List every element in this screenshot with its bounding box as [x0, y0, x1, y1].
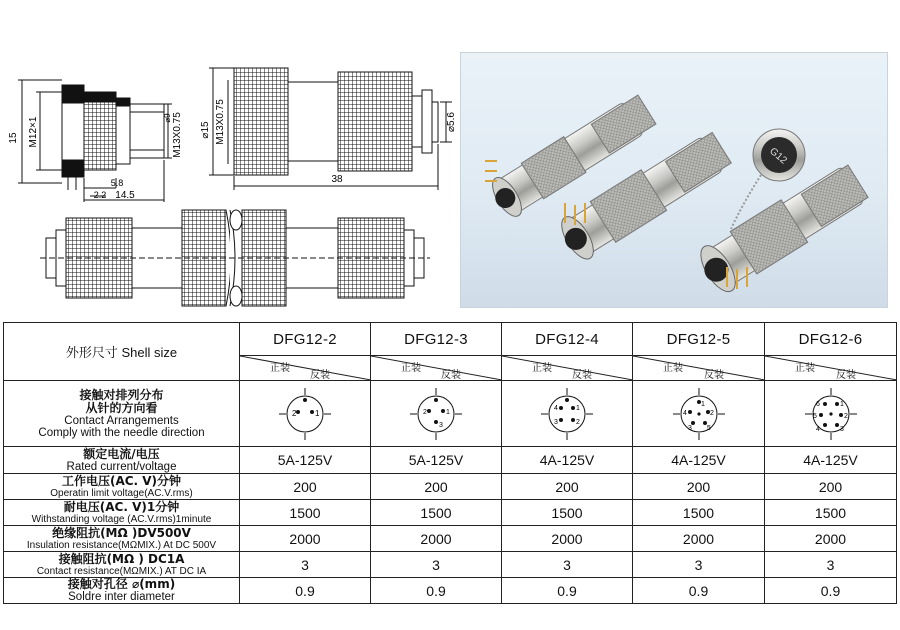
table-cell: 2000: [240, 526, 371, 552]
table-cell: 0.9: [765, 578, 897, 604]
table-cell: 3: [765, 552, 897, 578]
table-cell: 200: [633, 474, 765, 500]
mount-front: 正装: [795, 363, 815, 374]
pin-label: 3: [687, 424, 692, 432]
table-row: [4, 500, 897, 526]
dim-2-2: 2.2: [93, 190, 107, 200]
shell-size-label: 外形尺寸 Shell size: [4, 323, 240, 381]
pin-label: 3: [839, 425, 844, 433]
table-cell: 2000: [633, 526, 765, 552]
dim-14-5: 14.5: [115, 190, 135, 201]
model-dfg12-2: DFG12-2: [240, 323, 371, 356]
mount-reverse: 反装: [310, 370, 330, 381]
contact-label-cn-1: 接触对排列分布: [79, 387, 164, 402]
row-label-en: Rated current/voltage: [66, 460, 177, 473]
pin-label: 5: [812, 412, 817, 420]
mount-cell: [240, 356, 371, 381]
table-cell: 4A-125V: [765, 447, 897, 474]
table-cell: 200: [765, 474, 897, 500]
row-label-en: Operatin limit voltage(AC.V.rms): [50, 487, 193, 499]
row-label-en: Soldre inter diameter: [68, 591, 175, 603]
mount-cell: [371, 356, 502, 381]
cap-text: G12: [767, 145, 789, 167]
table-cell: 0.9: [240, 578, 371, 604]
table-cell: 1500: [240, 500, 371, 526]
pin-label: 2: [576, 418, 580, 426]
mount-front: 正装: [270, 363, 290, 374]
mount-reverse: 反装: [572, 370, 592, 381]
pin-label: 4: [682, 409, 687, 417]
product-photo: [460, 52, 888, 308]
pin-label: 4: [554, 404, 558, 412]
table-cell: 0.9: [371, 578, 502, 604]
table-cell: 200: [371, 474, 502, 500]
mated-assembly-view: [40, 210, 430, 306]
table-cell: 5A-125V: [240, 447, 371, 474]
row-label-cn: 接触阻抗(MΩ ) DC1A: [58, 551, 185, 566]
table-cell: 0.9: [502, 578, 633, 604]
table-cell: 4A-125V: [502, 447, 633, 474]
dim-m12x1: M12×1: [28, 116, 39, 148]
dim-m13x075-b: M13X0.75: [215, 99, 226, 145]
row-label-cn: 工作电压(AC. V)分钟: [61, 473, 182, 488]
table-cell: 200: [240, 474, 371, 500]
table-row: [4, 447, 897, 474]
dim-15: 15: [8, 132, 19, 144]
mount-cell: [502, 356, 633, 381]
model-dfg12-4: DFG12-4: [502, 323, 633, 356]
contact-label-en-2: Comply with the needle direction: [38, 426, 205, 439]
dim-38: 38: [331, 174, 343, 185]
table-cell: 2000: [502, 526, 633, 552]
model-dfg12-5: DFG12-5: [633, 323, 765, 356]
table-row: [4, 474, 897, 500]
table-cell: 2000: [371, 526, 502, 552]
pin-label: 5: [706, 424, 711, 432]
table-cell: 3: [633, 552, 765, 578]
dim-m13x075-a: M13X0.75: [172, 112, 183, 158]
mount-cell: [633, 356, 765, 381]
pin-label: 1: [446, 408, 450, 416]
mount-front: 正装: [663, 363, 683, 374]
table-cell: 2000: [765, 526, 897, 552]
table-cell: 3: [240, 552, 371, 578]
row-label-en: Withstanding voltage (AC.V.rms)1minute: [31, 513, 212, 525]
technical-drawings: [0, 0, 460, 318]
pin-diagram-dfg12-2: [240, 381, 371, 447]
table-cell: 1500: [371, 500, 502, 526]
pin-label: 1: [315, 408, 320, 418]
mount-reverse: 反装: [836, 370, 856, 381]
contact-label-en-1: Contact Arrangements: [64, 414, 179, 427]
table-row: [4, 526, 897, 552]
table-cell: 4A-125V: [633, 447, 765, 474]
pin-label: 2: [292, 408, 297, 418]
dim-d15: ⌀15: [200, 121, 211, 139]
row-label-cn: 耐电压(AC. V)1分钟: [63, 499, 180, 514]
pin-label: 3: [439, 421, 443, 429]
table-cell: 5A-125V: [371, 447, 502, 474]
pin-label: 6: [815, 400, 820, 408]
pin-label: 4: [815, 425, 820, 433]
pin-diagram-dfg12-4: [502, 381, 633, 447]
pin-diagram-dfg12-6: [765, 381, 897, 447]
table-cell: 3: [371, 552, 502, 578]
contact-label-cn-2: 从针的方向看: [85, 400, 158, 415]
socket-side-view: [18, 80, 172, 202]
table-cell: 200: [502, 474, 633, 500]
table-cell: 0.9: [633, 578, 765, 604]
row-label-cn: 绝缘阻抗(MΩ )DV500V: [52, 525, 191, 540]
row-label-cn: 接触对孔径 ⌀(mm): [67, 577, 176, 591]
pin-label: 1: [839, 400, 844, 408]
table-row: [4, 578, 897, 604]
model-dfg12-3: DFG12-3: [371, 323, 502, 356]
table-row: [4, 552, 897, 578]
pin-label: 2: [423, 408, 427, 416]
row-label-cn: 额定电流/电压: [83, 446, 160, 461]
mount-front: 正装: [532, 363, 552, 374]
dim-d9: ⌀9: [163, 113, 172, 123]
contact-arrangement-label: [4, 381, 240, 447]
mount-reverse: 反装: [704, 370, 724, 381]
contact-arrangement-row: [4, 381, 897, 447]
table-cell: 1500: [502, 500, 633, 526]
pin-label: 3: [554, 418, 558, 426]
pin-diagram-dfg12-3: [371, 381, 502, 447]
pin-label: 1: [700, 400, 705, 408]
mount-front: 正装: [401, 363, 421, 374]
table-cell: 1500: [633, 500, 765, 526]
pin-diagram-dfg12-5: [633, 381, 765, 447]
plug-side-view: [209, 68, 452, 190]
row-label-en: Insulation resistance(MΩMIX.) At DC 500V: [26, 539, 217, 551]
dim-d5-6: ⌀5.6: [446, 112, 457, 132]
table-cell: 3: [502, 552, 633, 578]
dim-5-8: 5.8: [110, 178, 124, 188]
table-cell: 1500: [765, 500, 897, 526]
model-dfg12-6: DFG12-6: [765, 323, 897, 356]
mount-reverse: 反装: [441, 370, 461, 381]
pin-label: 1: [576, 404, 580, 412]
mount-cell: [765, 356, 897, 381]
row-label-en: Contact resistance(MΩMIX.) AT DC IA: [36, 565, 207, 577]
pin-label: 2: [843, 412, 848, 420]
spec-table: [3, 322, 897, 604]
pin-label: 2: [709, 409, 714, 417]
